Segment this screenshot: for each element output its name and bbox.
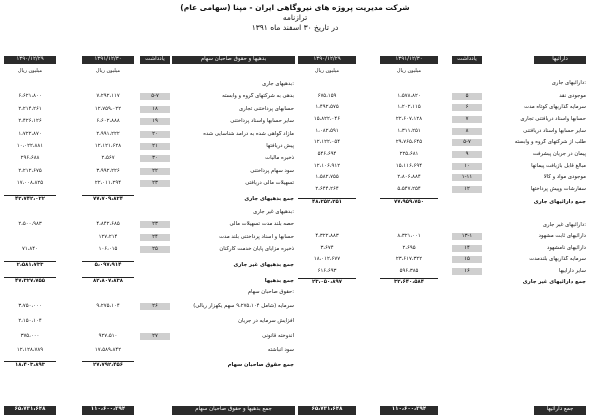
value-prior-year: ۱۷،۰۰۸،۸۲۵ bbox=[16, 180, 44, 186]
note-ref: ۲۲ bbox=[140, 168, 170, 175]
left-col-liab: بدهیها و حقوق صاحبان سهام bbox=[172, 56, 295, 64]
row-label: بدهیهای غیر جاری: bbox=[253, 209, 294, 215]
row-label: سرمایه (شامل ۹،۲۷۵،۱۰۴ سهم یکهزار ریالی) bbox=[193, 303, 294, 309]
value-prior-year: ۱،۰۸۲،۵۹۱ bbox=[315, 128, 339, 134]
left-grand-1390: ۶۵،۷۳۱،۶۴۸ bbox=[4, 406, 56, 415]
row-label: سرمایه گذاریهای بلندمدت bbox=[529, 256, 586, 262]
value-current-year: ۳،۹۹۲،۲۲۶ bbox=[96, 168, 120, 174]
row-label: دارائیهای نامشهود bbox=[546, 245, 586, 251]
left-unit-1390: میلیون ریال bbox=[17, 68, 43, 74]
left-col-note: یادداشت bbox=[140, 56, 170, 64]
note-ref: ۲۷ bbox=[140, 333, 170, 340]
value-current-year: ۱۲۷،۲۱۴ bbox=[98, 234, 118, 240]
row-label: سفارشات وپیش پرداختها bbox=[530, 186, 586, 192]
note-ref: ۳۰ bbox=[140, 155, 170, 162]
note-ref: ۹ bbox=[452, 151, 482, 158]
value-prior-year: ۱،۵۸۲،۷۵۵ bbox=[315, 174, 339, 180]
value-current-year: ۹،۲۷۵،۱۰۴ bbox=[96, 303, 120, 309]
total-rule bbox=[298, 198, 356, 199]
note-ref: ۸ bbox=[452, 128, 482, 135]
value-prior-year: ۴،۳۲۲،۸۸۳ bbox=[315, 233, 339, 239]
note-ref: ۱-۱۱ bbox=[452, 174, 482, 181]
row-label: حقوق صاحبان سهام: bbox=[247, 289, 294, 295]
right-col-assets: دارائیها bbox=[534, 56, 586, 64]
note-ref: ۵-۷ bbox=[452, 139, 482, 146]
value-current-year: ۱،۳۱۱،۲۵۱ bbox=[397, 128, 421, 134]
row-label: بدهی به شرکتهای گروه و وابسته bbox=[222, 93, 294, 99]
row-label: موجودی مواد و کالا bbox=[543, 174, 586, 180]
value-prior-year: ۲۹۶،۶۸۸ bbox=[20, 155, 40, 161]
total-label: جمع بدهیهای غیر جاری bbox=[233, 262, 294, 268]
value-prior-year: ۱۸،۰۱۲،۶۷۷ bbox=[313, 256, 341, 262]
value-current-year: ۲۷،۷۹۲،۴۵۶ bbox=[93, 362, 123, 368]
value-current-year: ۶،۶۰۲،۸۸۸ bbox=[96, 118, 120, 124]
row-label: تسهیلات مالی دریافتی bbox=[245, 180, 294, 186]
row-label: مبالغ قابل بازیافت پیمانها bbox=[531, 163, 586, 169]
row-label: دارائیهای غیر جاری: bbox=[542, 222, 586, 228]
value-prior-year: ۲،۲۱۲،۶۷۵ bbox=[18, 168, 42, 174]
value-prior-year: ۲،۱۵۰،۱۰۴ bbox=[18, 318, 42, 324]
value-prior-year: ۲،۵۰۰،۹۸۳ bbox=[18, 221, 42, 227]
company-name: شرکت مدیریت پروژه های نیروگاهی ایران - مپنا (سهامی عام) bbox=[180, 3, 410, 12]
value-current-year: ۷۷،۷۰۹،۸۲۴ bbox=[93, 196, 123, 202]
right-grand-1390: ۶۵،۷۳۱،۶۴۸ bbox=[298, 406, 356, 415]
value-current-year: ۱،۲۰۲،۱۱۵ bbox=[397, 104, 421, 110]
left-col-1391: ۱۳۹۱/۱۲/۳۰ bbox=[82, 56, 134, 64]
value-prior-year: ۲،۵۸۱،۷۳۳ bbox=[16, 262, 44, 268]
note-ref: ۱۴ bbox=[452, 245, 482, 252]
row-label: حسابها واسناد دریافتنی تجاری bbox=[520, 116, 586, 122]
right-grand-label: جمع دارائیها bbox=[534, 406, 586, 415]
value-current-year: ۲،۵۶۷ bbox=[101, 155, 115, 161]
total-rule bbox=[4, 261, 56, 262]
row-label: سرمایه گذاریهای کوتاه مدت bbox=[524, 104, 586, 110]
total-rule bbox=[380, 278, 438, 279]
value-prior-year: ۴۸،۲۵۲،۲۵۱ bbox=[312, 199, 342, 205]
total-label: جمع دارائیهای جاری bbox=[533, 199, 586, 205]
value-prior-year: ۱،۴۹۲،۵۷۵ bbox=[315, 104, 339, 110]
value-current-year: ۴،۸۴۲،۶۸۵ bbox=[96, 221, 120, 227]
value-current-year: ۱۰۶،۰۱۵ bbox=[98, 246, 118, 252]
right-unit-1390: میلیون ریال bbox=[314, 68, 340, 74]
note-ref: ۱۹ bbox=[140, 118, 170, 125]
left-grand-label: جمع بدهیها و حقوق صاحبان سهام bbox=[172, 406, 295, 415]
right-grand-1391: ۱۱۰،۶۰۰،۲۹۴ bbox=[380, 406, 438, 415]
value-current-year: ۲،۸۰۶،۸۸۴ bbox=[397, 174, 421, 180]
row-label: سایر حسابها واسناد دریافتنی bbox=[523, 128, 586, 134]
value-prior-year: ۲،۶۴۴،۲۶۴ bbox=[315, 186, 339, 192]
row-label: سایر حسابها واسناد پرداختنی bbox=[230, 118, 294, 124]
value-current-year: ۵،۰۹۷،۹۱۴ bbox=[94, 262, 122, 268]
row-label: ذخیره مزایای پایان خدمت کارکنان bbox=[219, 246, 294, 252]
note-ref: ۵ bbox=[452, 93, 482, 100]
value-current-year: ۸۲،۸۰۷،۸۳۸ bbox=[93, 278, 123, 284]
value-prior-year: ۱۲،۱۰۶،۹۱۲ bbox=[313, 163, 341, 169]
right-unit-1391: میلیون ریال bbox=[396, 68, 422, 74]
note-ref: ۱۸ bbox=[140, 106, 170, 113]
total-rule bbox=[298, 278, 356, 279]
value-current-year: ۱۵،۱۱۶،۶۹۴ bbox=[395, 163, 423, 169]
value-prior-year: ۴۲،۷۴۲،۰۲۲ bbox=[15, 196, 45, 202]
note-ref: ۱۵ bbox=[452, 256, 482, 263]
value-prior-year: ۶،۶۲۱،۸۰۰ bbox=[18, 93, 42, 99]
value-current-year: ۲۲،۶۰۷،۱۲۸ bbox=[395, 116, 423, 122]
row-label: طلب از شرکتهای گروه و وابسته bbox=[514, 139, 586, 145]
row-label: پیش دریافتها bbox=[266, 143, 294, 149]
note-ref: ۲۳ bbox=[140, 180, 170, 187]
total-rule bbox=[82, 361, 134, 362]
left-grand-1391: ۱۱۰،۶۰۰،۲۹۴ bbox=[82, 406, 134, 415]
note-ref: ۲۱ bbox=[140, 143, 170, 150]
value-current-year: ۱۲،۷۵۹،۰۲۲ bbox=[94, 106, 122, 112]
note-ref: ۱۰ bbox=[452, 163, 482, 170]
value-prior-year: ۴۷،۳۲۷،۷۵۵ bbox=[15, 278, 45, 284]
value-prior-year: ۶۷۵،۱۵۹ bbox=[317, 93, 337, 99]
row-label: افزایش سرمایه در جریان bbox=[238, 318, 294, 324]
value-current-year: ۲،۶۹۵ bbox=[402, 245, 416, 251]
total-rule bbox=[4, 195, 56, 196]
total-rule bbox=[82, 195, 134, 196]
row-label: مازاد گواهی شده به درآمد شناسایی شده bbox=[203, 131, 294, 137]
value-current-year: ۵۹۶،۳۸۵ bbox=[399, 268, 419, 274]
total-rule bbox=[380, 198, 438, 199]
value-current-year: ۲۲۵،۶۸۱ bbox=[399, 151, 419, 157]
value-prior-year: ۱۰،۰۲۲،۸۸۱ bbox=[16, 143, 44, 149]
note-ref: ۲۰ bbox=[140, 131, 170, 138]
right-col-note: یادداشت bbox=[452, 56, 482, 64]
total-label: جمع بدهیهای جاری bbox=[244, 196, 294, 202]
note-ref: ۲۳ bbox=[140, 221, 170, 228]
left-unit-1391: میلیون ریال bbox=[95, 68, 121, 74]
value-current-year: ۲۹،۷۶۵،۶۴۵ bbox=[395, 139, 423, 145]
value-current-year: ۳۲،۶۴۰،۵۸۴ bbox=[394, 279, 424, 285]
note-ref: ۲۵ bbox=[140, 246, 170, 253]
value-prior-year: ۱۲،۱۲۸،۷۸۹ bbox=[16, 347, 44, 353]
total-label: جمع بدهیها bbox=[264, 278, 294, 284]
value-prior-year: ۳،۷۵۰،۰۰۰ bbox=[18, 303, 42, 309]
value-prior-year: ۱۸،۴۰۳،۸۹۳ bbox=[15, 362, 45, 368]
value-current-year: ۲،۹۹۱،۲۲۲ bbox=[96, 131, 120, 137]
row-label: پیمان در جریان پیشرفت bbox=[532, 151, 586, 157]
note-ref: ۱۶ bbox=[452, 268, 482, 275]
value-prior-year: ۷۱،۸۴۰ bbox=[22, 246, 38, 252]
row-label: دارائیهای ثابت مشهود bbox=[538, 233, 586, 239]
value-current-year: ۲۲،۰۱۱،۲۹۴ bbox=[94, 180, 122, 186]
value-prior-year: ۲،۴۲۶،۱۲۶ bbox=[18, 118, 42, 124]
row-label: بدهیهای جاری: bbox=[262, 81, 294, 87]
total-label: جمع حقوق صاحبان سهام bbox=[227, 362, 294, 368]
value-prior-year: ۱،۷۲۲،۸۷۰ bbox=[18, 131, 42, 137]
value-prior-year: ۲،۲۱۴،۲۶۱ bbox=[18, 106, 42, 112]
row-label: حسابهای پرداختنی تجاری bbox=[239, 106, 294, 112]
left-col-1390: ۱۳۹۰/۱۲/۲۹ bbox=[4, 56, 56, 64]
right-col-1390: ۱۳۹۰/۱۲/۲۹ bbox=[298, 56, 356, 64]
total-rule bbox=[82, 261, 134, 262]
note-ref: ۷ bbox=[452, 116, 482, 123]
value-prior-year: ۶۱۶،۶۹۳ bbox=[317, 268, 337, 274]
value-current-year: ۱۷،۵۸۹،۸۴۲ bbox=[94, 347, 122, 353]
row-label: حسابها و اسناد پرداختنی بلند مدت bbox=[219, 234, 294, 240]
row-label: اندوخته قانونی bbox=[262, 333, 294, 339]
row-label: دارائیهای جاری: bbox=[551, 80, 586, 86]
total-label: جمع دارائیهای غیر جاری bbox=[522, 279, 586, 285]
value-prior-year: ۵۴۶،۶۹۴ bbox=[317, 151, 337, 157]
note-ref: ۱۳-۱ bbox=[452, 233, 482, 240]
value-current-year: ۱۲،۱۲۱،۶۲۸ bbox=[94, 143, 122, 149]
value-prior-year: ۱۲،۱۲۲،۰۵۴ bbox=[313, 139, 341, 145]
value-prior-year: ۱۵،۸۲۲،۰۴۶ bbox=[313, 116, 341, 122]
row-label: سود سهام پرداختنی bbox=[250, 168, 294, 174]
note-ref: ۲۴ bbox=[140, 234, 170, 241]
value-current-year: ۵،۵۴۷،۲۵۴ bbox=[397, 186, 421, 192]
statement-date: در تاریخ ۳۰ اسفند ماه ۱۳۹۱ bbox=[251, 23, 339, 32]
total-rule bbox=[4, 361, 56, 362]
value-prior-year: ۳،۶۷۴ bbox=[320, 245, 334, 251]
note-ref: ۱۲ bbox=[452, 186, 482, 193]
row-label: سایر داراییها bbox=[558, 268, 586, 274]
value-current-year: ۹۲۷،۵۱۰ bbox=[98, 333, 118, 339]
row-label: موجودی نقد bbox=[559, 93, 586, 99]
row-label: ذخیره مالیات bbox=[265, 155, 294, 161]
value-current-year: ۸،۳۲۱،۰۰۱ bbox=[397, 233, 421, 239]
value-prior-year: ۳۷۵،۰۰۰ bbox=[20, 333, 40, 339]
total-rule bbox=[4, 277, 56, 278]
value-current-year: ۲۳،۶۱۷،۳۲۲ bbox=[395, 256, 423, 262]
total-rule bbox=[82, 277, 134, 278]
right-col-1391: ۱۳۹۱/۱۲/۳۰ bbox=[380, 56, 438, 64]
note-ref: ۶ bbox=[452, 104, 482, 111]
row-label: سود انباشته bbox=[267, 347, 294, 353]
row-label: حصه بلند مدت تسهیلات مالی bbox=[229, 221, 294, 227]
value-prior-year: ۲۳،۰۵۰،۸۹۷ bbox=[312, 279, 342, 285]
note-ref: ۵-۷ bbox=[140, 93, 170, 100]
value-current-year: ۱،۵۷۸،۸۲۰ bbox=[397, 93, 421, 99]
value-current-year: ۷۷،۹۵۹،۷۵۰ bbox=[394, 199, 424, 205]
statement-title: ترازنامه bbox=[282, 13, 308, 22]
note-ref: ۲۶ bbox=[140, 303, 170, 310]
value-current-year: ۷،۲۹۲،۱۱۷ bbox=[96, 93, 120, 99]
